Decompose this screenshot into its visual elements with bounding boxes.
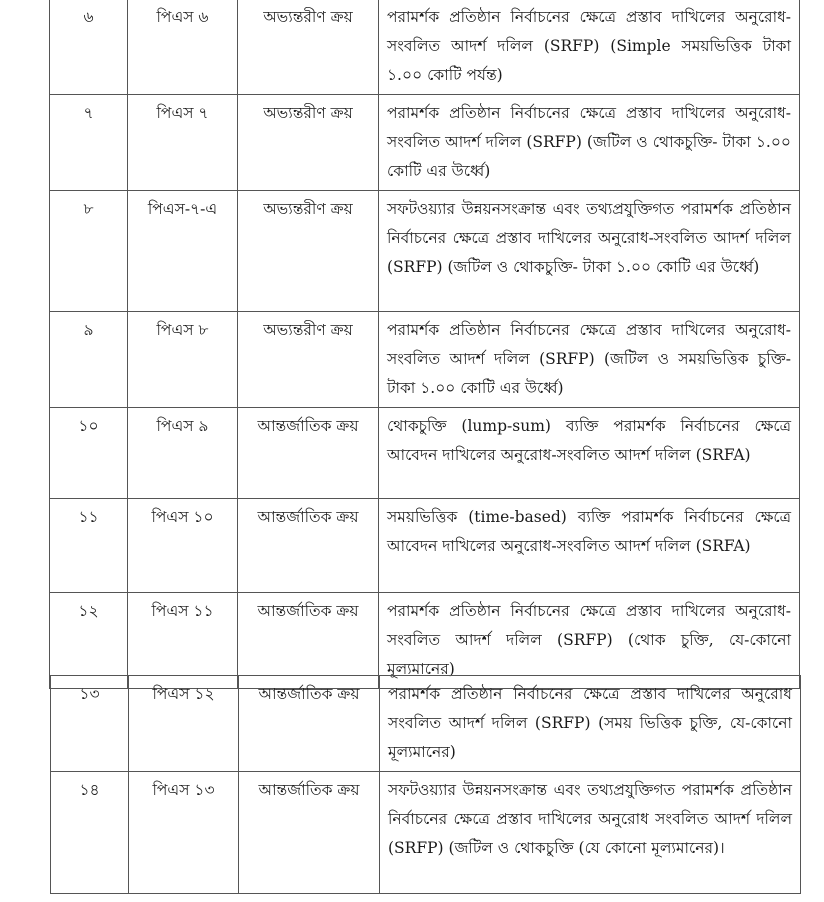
table-row [50, 499, 800, 593]
table-row [51, 772, 801, 894]
description-cell: সফটওয়্যার উন্নয়নসংক্রান্ত এবং তথ্যপ্রযুক্তিগত পরামর্শক প্রতিষ্ঠান নির্বাচনের ক্ষেত্রে প্রস্তাব দাখিলের অনুরোধ-সংবলিত আদর্শ দলিল (SRFP) (জটিল ও থোকচুক্তি- টাকা ১.০০ কোটি এর উর্ধ্বে) [379, 191, 800, 312]
document-code-cell: পিএস-৭-এ [128, 191, 238, 312]
description-cell: পরামর্শক প্রতিষ্ঠান নির্বাচনের ক্ষেত্রে প্রস্তাব দাখিলের অনুরোধ-সংবলিত আদর্শ দলিল (SRFP) (থোক চুক্তি, যে-কোনো মূল্যমানের) [379, 593, 800, 689]
serial-cell: ১১ [50, 499, 128, 593]
document-code-cell: পিএস ১১ [128, 593, 238, 689]
procurement-type-cell: আন্তর্জাতিক ক্রয় [239, 772, 380, 894]
serial-cell: ৯ [50, 312, 128, 408]
description-cell: পরামর্শক প্রতিষ্ঠান নির্বাচনের ক্ষেত্রে প্রস্তাব দাখিলের অনুরোধ-সংবলিত আদর্শ দলিল (SRFP) (জটিল ও থোকচুক্তি- টাকা ১.০০ কোটি এর উর্ধ্বে) [379, 95, 800, 191]
serial-cell: ৮ [50, 191, 128, 312]
table-row [50, 191, 800, 312]
procurement-type-cell: অভ্যন্তরীণ ক্রয় [238, 95, 379, 191]
procurement-type-cell: আন্তর্জাতিক ক্রয় [238, 499, 379, 593]
standard-documents-table-continued [50, 675, 801, 894]
description-cell: পরামর্শক প্রতিষ্ঠান নির্বাচনের ক্ষেত্রে প্রস্তাব দাখিলের অনুরোধ-সংবলিত আদর্শ দলিল (SRFP) (জটিল ও সময়ভিত্তিক চুক্তি- টাকা ১.০০ কোটি এর উর্ধ্বে) [379, 312, 800, 408]
serial-cell: ৬ [50, 0, 128, 95]
procurement-type-cell: অভ্যন্তরীণ ক্রয় [238, 312, 379, 408]
description-cell: সময়ভিত্তিক (time-based) ব্যক্তি পরামর্শক নির্বাচনের ক্ষেত্রে আবেদন দাখিলের অনুরোধ-সংবলিত আদর্শ দলিল (SRFA) [379, 499, 800, 593]
procurement-type-cell: অভ্যন্তরীণ ক্রয় [238, 191, 379, 312]
serial-cell: ১৩ [51, 676, 129, 772]
table-row [50, 0, 800, 95]
description-cell: পরামর্শক প্রতিষ্ঠান নির্বাচনের ক্ষেত্রে প্রস্তাব দাখিলের অনুরোধ সংবলিত আদর্শ দলিল (SRFP) (সময় ভিত্তিক চুক্তি, যে-কোনো মূল্যমানের) [380, 676, 801, 772]
document-code-cell: পিএস ৭ [128, 95, 238, 191]
description-cell: থোকচুক্তি (lump-sum) ব্যক্তি পরামর্শক নির্বাচনের ক্ষেত্রে আবেদন দাখিলের অনুরোধ-সংবলিত আদর্শ দলিল (SRFA) [379, 408, 800, 499]
procurement-type-cell: আন্তর্জাতিক ক্রয় [238, 408, 379, 499]
document-code-cell: পিএস ১৩ [129, 772, 239, 894]
standard-documents-table [49, 0, 800, 689]
document-code-cell: পিএস ১০ [128, 499, 238, 593]
table-row [50, 408, 800, 499]
description-cell: সফটওয়্যার উন্নয়নসংক্রান্ত এবং তথ্যপ্রযুক্তিগত পরামর্শক প্রতিষ্ঠান নির্বাচনের ক্ষেত্রে প্রস্তাব দাখিলের অনুরোধ সংবলিত আদর্শ দলিল (SRFP) (জটিল ও থোকচুক্তি (যে কোনো মূল্যমানের)। [380, 772, 801, 894]
table-row [50, 312, 800, 408]
document-code-cell: পিএস ১২ [129, 676, 239, 772]
table-row [50, 95, 800, 191]
procurement-type-cell: আন্তর্জাতিক ক্রয় [239, 676, 380, 772]
serial-cell: ৭ [50, 95, 128, 191]
document-code-cell: পিএস ৯ [128, 408, 238, 499]
serial-cell: ১২ [50, 593, 128, 689]
procurement-type-cell: আন্তর্জাতিক ক্রয় [238, 593, 379, 689]
serial-cell: ১৪ [51, 772, 129, 894]
description-cell: পরামর্শক প্রতিষ্ঠান নির্বাচনের ক্ষেত্রে প্রস্তাব দাখিলের অনুরোধ-সংবলিত আদর্শ দলিল (SRFP) (Simple সময়ভিত্তিক টাকা ১.০০ কোটি পর্যন্ত) [379, 0, 800, 95]
procurement-type-cell: অভ্যন্তরীণ ক্রয় [238, 0, 379, 95]
serial-cell: ১০ [50, 408, 128, 499]
document-code-cell: পিএস ৬ [128, 0, 238, 95]
document-code-cell: পিএস ৮ [128, 312, 238, 408]
table-row [51, 676, 801, 772]
